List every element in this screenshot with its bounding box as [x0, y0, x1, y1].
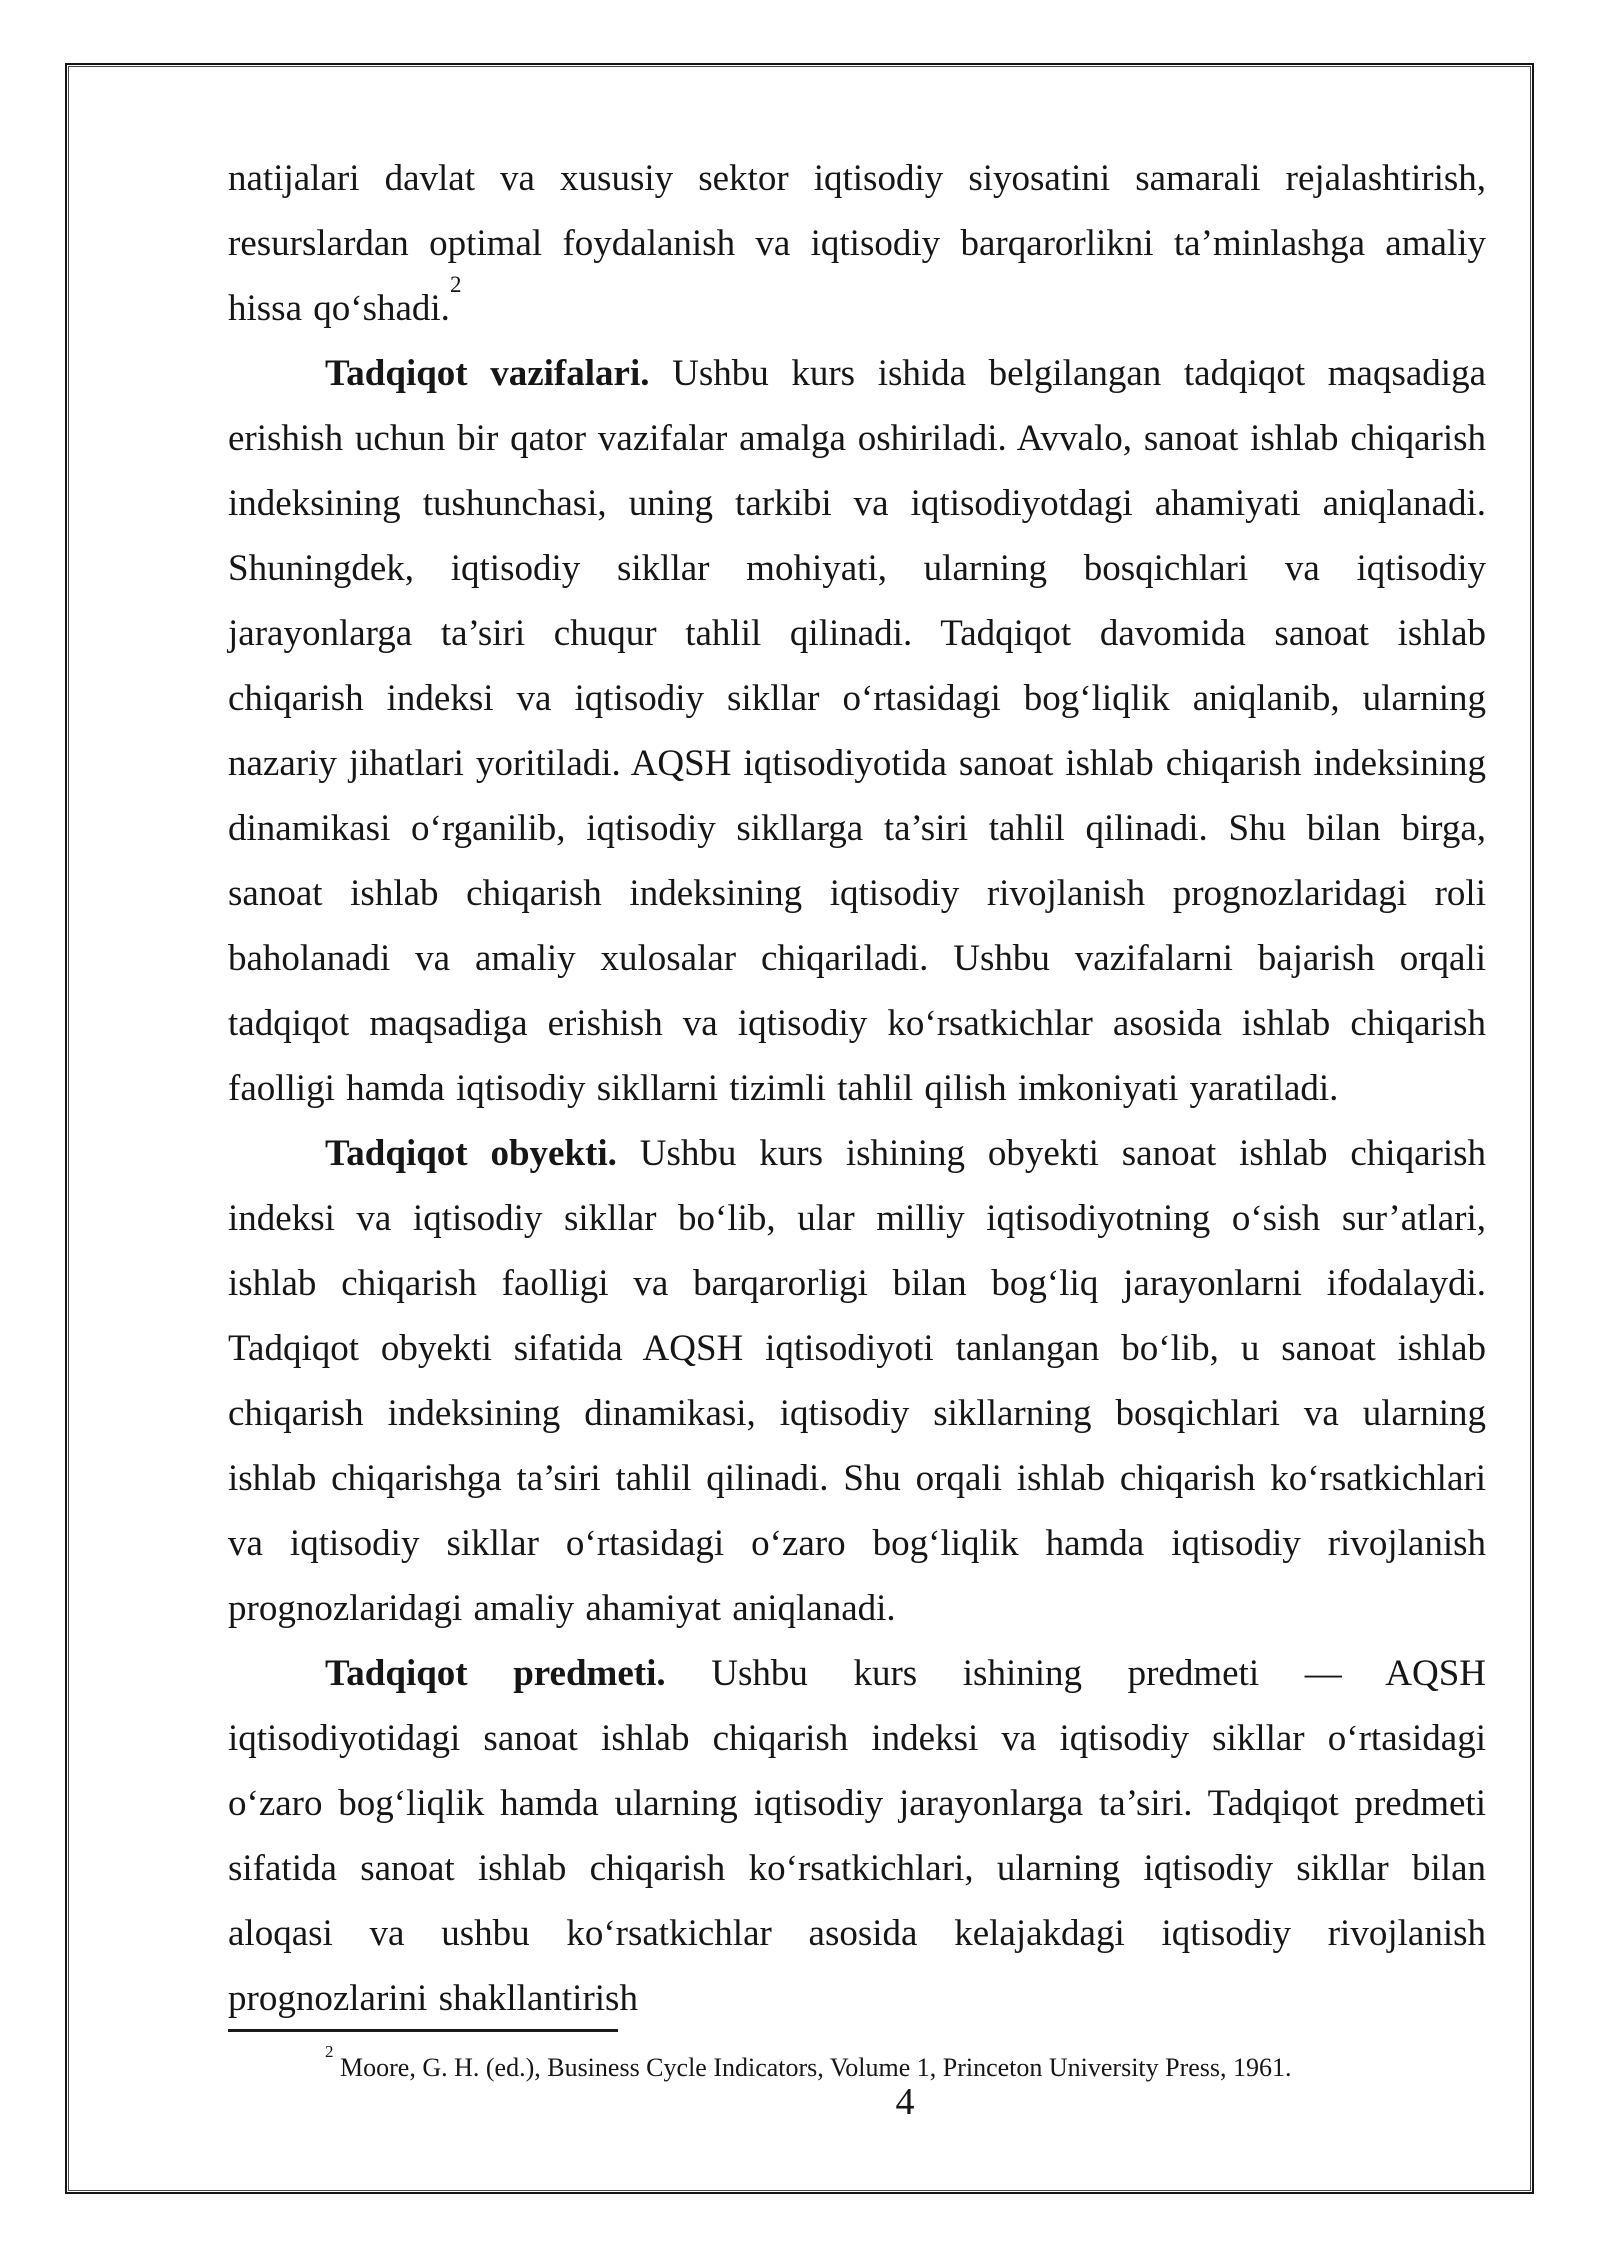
paragraph	[228, 341, 1486, 1121]
paragraph	[228, 1121, 1486, 1641]
paragraph-text: Ushbu kurs ishining predmeti — AQSH iqtisodiyotidagi sanoat ishlab chiqarish indeksi va iqtisodiy sikllar oʻrtasidagi oʻzaro bogʻliqlik hamda ularning iqtisodiy jarayonlarga ta’siri. Tadqiqot predmeti sifatida sanoat ishlab chiqarish koʻrsatkichlari, ularning iqtisodiy sikllar bilan aloqasi va ushbu koʻrsatkichlar asosida kelajakdagi iqtisodiy rivojlanish prognozlarini shakllantirish	[228, 1653, 1487, 2019]
footnote-number: 2	[325, 2042, 334, 2062]
paragraph-lead: Tadqiqot vazifalari.	[325, 353, 650, 394]
footnote-text: Moore, G. H. (ed.), Business Cycle Indicators, Volume 1, Princeton University Press, 1961.	[340, 2053, 1292, 2082]
paragraph-text: Ushbu kurs ishining obyekti sanoat ishlab chiqarish indeksi va iqtisodiy sikllar boʻlib, ular milliy iqtisodiyotning oʻsish sur’atlari, ishlab chiqarish faolligi va barqarorligi bilan bogʻliq jarayonlarni ifodalaydi. Tadqiqot obyekti sifatida AQSH iqtisodiyoti tanlangan boʻlib, u sanoat ishlab chiqarish indeksining dinamikasi, iqtisodiy sikllarning bosqichlari va ularning ishlab chiqarishga ta’siri tahlil qilinadi. Shu orqali ishlab chiqarish koʻrsatkichlari va iqtisodiy sikllar oʻrtasidagi oʻzaro bogʻliqlik hamda iqtisodiy rivojlanish prognozlaridagi amaliy ahamiyat aniqlanadi.	[228, 1133, 1486, 1629]
page-number: 4	[895, 2081, 915, 2123]
paragraph	[228, 1641, 1486, 2031]
footnote-reference: 2	[449, 271, 462, 297]
paragraph-text: Ushbu kurs ishida belgilangan tadqiqot maqsadiga erishish uchun bir qator vazifalar amalga oshiriladi. Avvalo, sanoat ishlab chiqarish indeksining tushunchasi, uning tarkibi va iqtisodiyotdagi ahamiyati aniqlanadi. Shuningdek, iqtisodiy sikllar mohiyati, ularning bosqichlari va iqtisodiy jarayonlarga ta’siri chuqur tahlil qilinadi. Tadqiqot davomida sanoat ishlab chiqarish indeksi va iqtisodiy sikllar oʻrtasidagi bogʻliqlik aniqlanib, ularning nazariy jihatlari yoritiladi. AQSH iqtisodiyotida sanoat ishlab chiqarish indeksining dinamikasi oʻrganilib, iqtisodiy sikllarga ta’siri tahlil qilinadi. Shu bilan birga, sanoat ishlab chiqarish indeksining iqtisodiy rivojlanish prognozlaridagi roli baholanadi va amaliy xulosalar chiqariladi. Ushbu vazifalarni bajarish orqali tadqiqot maqsadiga erishish va iqtisodiy koʻrsatkichlar asosida ishlab chiqarish faolligi hamda iqtisodiy sikllarni tizimli tahlil qilish imkoniyati yaratiladi.	[228, 353, 1487, 1109]
paragraph-lead: Tadqiqot obyekti.	[325, 1133, 617, 1174]
paragraph	[228, 146, 1486, 341]
paragraph-text: natijalari davlat va xususiy sektor iqtisodiy siyosatini samarali rejalashtirish, resurslardan optimal foydalanish va iqtisodiy barqarorlikni ta’minlashga amaliy hissa qoʻshadi.	[228, 158, 1486, 329]
page-body	[228, 146, 1486, 2031]
footnote-separator	[228, 2029, 618, 2032]
paragraph-lead: Tadqiqot predmeti.	[325, 1653, 666, 1694]
